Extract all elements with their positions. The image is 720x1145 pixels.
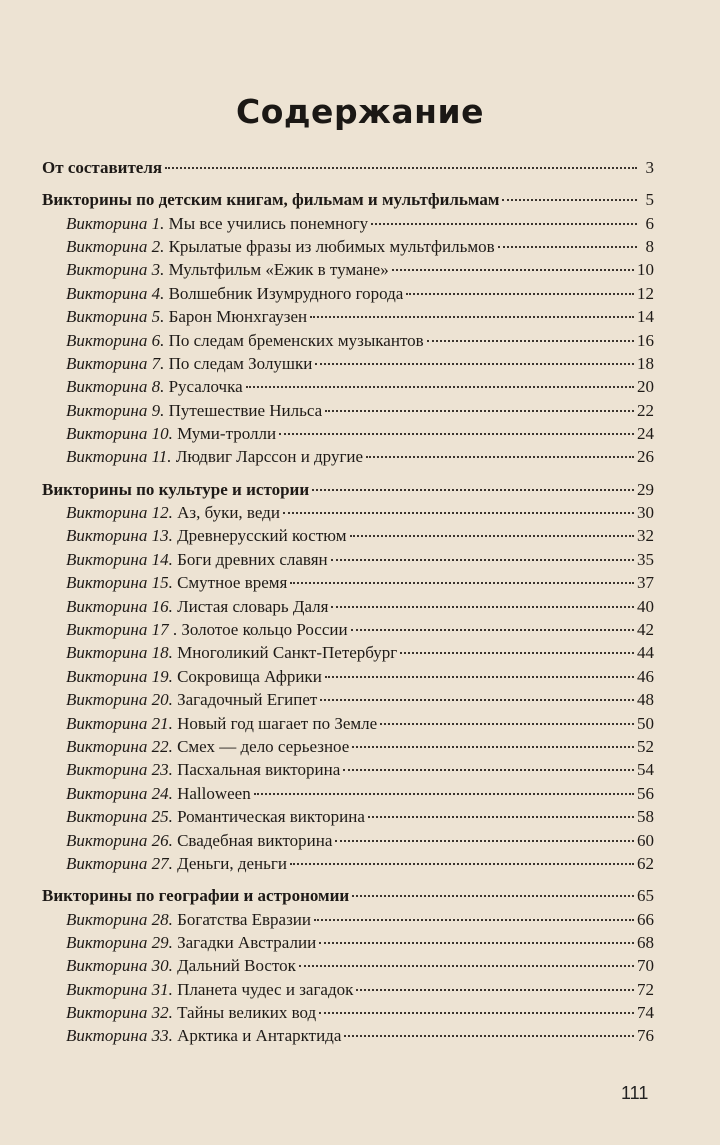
toc-page-number: 26 [637, 447, 654, 467]
toc-entry-label: Аз, буки, веди [177, 503, 280, 523]
dot-leader [392, 268, 634, 271]
toc-entry-title [42, 884, 349, 907]
toc-entry-row [42, 399, 654, 422]
toc-entry-label: Многоликий Санкт-Петербург [177, 643, 398, 663]
dot-leader [246, 385, 634, 388]
toc-entry-label: Викторины по географии и астрономии [42, 886, 350, 906]
toc-entry-number: Викторина 24. [66, 783, 173, 803]
toc-entry-label: Романтическая викторина [177, 807, 365, 827]
toc-entry-number: Викторина 21. [66, 713, 173, 733]
dot-leader [350, 534, 635, 537]
toc-entry-label: По следам бременских музыкантов [168, 330, 424, 350]
toc-entry-number: Викторина 18. [66, 643, 173, 663]
toc-entry-title [42, 188, 499, 211]
toc-entry-title [66, 782, 251, 805]
toc-page-number: 66 [637, 909, 654, 929]
toc-page-number: 24 [637, 424, 654, 444]
toc-entry-label: . Золотое кольцо России [172, 620, 348, 640]
toc-entry-label: Сокровища Африки [177, 666, 322, 686]
toc-entry-title [66, 212, 368, 235]
dot-leader [498, 245, 637, 248]
toc-entry-row [42, 688, 654, 711]
toc-page-number: 20 [637, 377, 654, 397]
toc-entry-number: Викторина 4. [66, 283, 165, 303]
toc-entry-label: Боги древних славян [177, 549, 328, 569]
dot-leader [335, 839, 634, 842]
toc-entry-title [66, 908, 311, 931]
toc-entry-title [66, 931, 316, 954]
toc-page-number: 76 [637, 1026, 654, 1046]
dot-leader [344, 1034, 634, 1037]
toc-entry-row [42, 445, 654, 468]
toc-page-number: 37 [637, 573, 654, 593]
toc-page-number: 29 [637, 479, 654, 499]
toc-entry-row [42, 758, 654, 781]
toc-entry-number: Викторина 12. [66, 503, 173, 523]
toc-entry-title [66, 758, 340, 781]
toc-entry-number: Викторина 32. [66, 1003, 173, 1023]
toc-entry-number: Викторина 6. [66, 330, 165, 350]
dot-leader [366, 455, 634, 458]
toc-entry-title [66, 805, 365, 828]
toc-entry-row [42, 305, 654, 328]
dot-leader [320, 698, 634, 701]
toc-entry-row [42, 829, 654, 852]
dot-leader [352, 894, 634, 897]
toc-entry-title [66, 329, 424, 352]
toc-entry-label: Смутное время [177, 573, 288, 593]
dot-leader [380, 722, 634, 725]
toc-section-row [42, 478, 654, 501]
toc-entry-label: Крылатые фразы из любимых мультфильмов [168, 236, 495, 256]
toc-entry-row [42, 524, 654, 547]
toc-entry-label: Загадочный Египет [177, 690, 318, 710]
toc-page-number: 3 [645, 158, 654, 177]
toc-entry-row [42, 931, 654, 954]
toc-entry-title [66, 399, 322, 422]
toc-entry-title [66, 978, 353, 1001]
toc-entry-row [42, 852, 654, 875]
toc-entry-title [66, 735, 349, 758]
toc-entry-row [42, 1001, 654, 1024]
toc-entry-title [66, 375, 243, 398]
toc-entry-label: Барон Мюнхгаузен [168, 307, 308, 327]
toc-page-number: 16 [637, 330, 654, 350]
toc-entry-row [42, 641, 654, 664]
toc-page-number: 5 [645, 190, 654, 210]
toc-entry-number: Викторина 15. [66, 573, 173, 593]
table-of-contents [42, 156, 654, 1048]
toc-entry-label: Тайны великих вод [177, 1003, 317, 1023]
toc-entry-label: Древнерусский костюм [177, 526, 347, 546]
dot-leader [314, 918, 634, 921]
toc-entry-number: Викторина 2. [66, 236, 165, 256]
toc-entry-label: Людвиг Ларссон и другие [175, 447, 364, 467]
toc-entry-title [66, 641, 397, 664]
page-number: 111 [621, 1083, 649, 1103]
toc-entry-label: Богатства Евразии [177, 909, 311, 929]
toc-entry-label: Планета чудес и загадок [177, 979, 354, 999]
toc-entry-label: Листая словарь Даля [177, 596, 329, 616]
toc-entry-number: Викторина 16. [66, 596, 173, 616]
toc-entry-number: Викторина 7. [66, 353, 165, 373]
toc-entry-row [42, 235, 654, 258]
toc-entry-row [42, 954, 654, 977]
toc-entry-title [66, 501, 280, 524]
toc-entry-label: Викторины по детским книгам, фильмам и мультфильмам [42, 190, 500, 210]
toc-entry-row [42, 548, 654, 571]
toc-entry-label: Дальний Восток [177, 956, 296, 976]
dot-leader [290, 581, 634, 584]
toc-page-number: 22 [637, 400, 654, 420]
toc-entry-title [66, 618, 348, 641]
toc-entry-title [66, 422, 276, 445]
toc-entry-title [66, 852, 287, 875]
toc-entry-label: Муми-тролли [177, 424, 277, 444]
dot-leader [343, 768, 634, 771]
toc-entry-title [66, 282, 403, 305]
toc-page-number: 56 [637, 783, 654, 803]
toc-page-number: 65 [637, 886, 654, 906]
toc-entry-title [66, 1001, 316, 1024]
toc-entry-title [66, 352, 312, 375]
toc-page-number: 54 [637, 760, 654, 780]
toc-entry-label: Мы все учились понемногу [168, 213, 369, 233]
toc-entry-title [66, 258, 389, 281]
toc-entry-row [42, 782, 654, 805]
toc-entry-title [66, 688, 317, 711]
toc-entry-label: Викторины по культуре и истории [42, 479, 310, 499]
toc-entry-row [42, 1024, 654, 1047]
dot-leader [352, 745, 634, 748]
dot-leader [325, 409, 634, 412]
toc-entry-title [66, 548, 328, 571]
toc-page-number: 6 [645, 213, 654, 233]
toc-section-row [42, 188, 654, 211]
dot-leader [502, 198, 637, 201]
toc-entry-row [42, 375, 654, 398]
toc-page-number: 44 [637, 643, 654, 663]
toc-page-number: 32 [637, 526, 654, 546]
toc-page-number: 35 [637, 549, 654, 569]
dot-leader [400, 651, 634, 654]
toc-entry-number: Викторина 29. [66, 932, 173, 952]
dot-leader [406, 292, 634, 295]
toc-page-number: 48 [637, 690, 654, 710]
toc-entry-number: Викторина 1. [66, 213, 165, 233]
dot-leader [310, 315, 634, 318]
toc-page-number: 60 [637, 830, 654, 850]
toc-entry-label: От составителя [42, 158, 163, 177]
toc-entry-label: Halloween [177, 783, 251, 803]
toc-entry-label: Деньги, деньги [177, 853, 287, 873]
toc-entry-number: Викторина 10. [66, 424, 173, 444]
toc-page-number: 72 [637, 979, 654, 999]
toc-entry-row [42, 665, 654, 688]
toc-entry-label: Арктика и Антарктида [177, 1026, 342, 1046]
toc-entry-row [42, 329, 654, 352]
toc-entry-number: Викторина 3. [66, 260, 165, 280]
dot-leader [283, 511, 634, 514]
toc-entry-number: Викторина 27. [66, 853, 173, 873]
toc-section-row [42, 884, 654, 907]
toc-entry-row [42, 571, 654, 594]
toc-page-number: 12 [637, 283, 654, 303]
toc-page-number: 46 [637, 666, 654, 686]
toc-entry-number: Викторина 33. [66, 1026, 173, 1046]
toc-page-number: 70 [637, 956, 654, 976]
toc-entry-number: Викторина 28. [66, 909, 173, 929]
dot-leader [254, 792, 634, 795]
dot-leader [165, 166, 637, 169]
toc-entry-row [42, 712, 654, 735]
toc-entry-number: Викторина 8. [66, 377, 165, 397]
toc-page-number: 68 [637, 932, 654, 952]
toc-entry-title [66, 595, 328, 618]
dot-leader [331, 558, 634, 561]
toc-entry-row [42, 735, 654, 758]
toc-entry-row [42, 352, 654, 375]
toc-entry-label: Волшебник Изумрудного города [168, 283, 404, 303]
toc-entry-number: Викторина 31. [66, 979, 173, 999]
toc-entry-number: Викторина 30. [66, 956, 173, 976]
toc-entry-label: Загадки Австралии [177, 932, 317, 952]
toc-entry-number: Викторина 11. [66, 447, 172, 467]
toc-entry-row [42, 258, 654, 281]
toc-entry-row [42, 978, 654, 1001]
toc-entry-number: Викторина 25. [66, 807, 173, 827]
toc-entry-number: Викторина 26. [66, 830, 173, 850]
toc-entry-row [42, 501, 654, 524]
toc-entry-label: Новый год шагает по Земле [177, 713, 378, 733]
toc-page-number: 30 [637, 503, 654, 523]
toc-page-number: 50 [637, 713, 654, 733]
toc-entry-number: Викторина 5. [66, 307, 165, 327]
toc-entry-title [66, 445, 363, 468]
toc-entry-label: Смех — дело серьезное [177, 736, 350, 756]
toc-entry-row [42, 908, 654, 931]
toc-page-number: 14 [637, 307, 654, 327]
dot-leader [325, 675, 634, 678]
toc-entry-title [42, 156, 162, 179]
dot-leader [356, 988, 634, 991]
toc-entry-number: Викторина 22. [66, 736, 173, 756]
toc-entry-number: Викторина 23. [66, 760, 173, 780]
toc-entry-row [42, 595, 654, 618]
dot-leader [290, 862, 634, 865]
toc-entry-title [66, 235, 495, 258]
dot-leader [368, 815, 634, 818]
toc-entry-number: Викторина 14. [66, 549, 173, 569]
toc-entry-title [66, 712, 377, 735]
toc-page-number: 62 [637, 853, 654, 873]
toc-entry-number: Викторина 20. [66, 690, 173, 710]
toc-page-number: 10 [637, 260, 654, 280]
page-title: Содержание [236, 92, 484, 131]
dot-leader [312, 488, 634, 491]
toc-entry-title [66, 524, 347, 547]
toc-entry-title [66, 829, 332, 852]
toc-entry-number: Викторина 9. [66, 400, 165, 420]
toc-entry-label: По следам Золушки [168, 353, 313, 373]
toc-entry-title [66, 954, 296, 977]
toc-entry-label: Мультфильм «Ежик в тумане» [168, 260, 389, 280]
toc-entry-label: Русалочка [168, 377, 243, 397]
dot-leader [331, 605, 634, 608]
dot-leader [319, 1011, 634, 1014]
toc-entry-label: Свадебная викторина [177, 830, 333, 850]
toc-entry-title [66, 571, 287, 594]
toc-entry-title [42, 478, 309, 501]
dot-leader [299, 964, 634, 967]
dot-leader [427, 339, 634, 342]
toc-page-number: 52 [637, 736, 654, 756]
toc-entry-title [66, 1024, 341, 1047]
toc-page-number: 74 [637, 1003, 654, 1023]
toc-entry-label: Пасхальная викторина [177, 760, 341, 780]
dot-leader [279, 432, 634, 435]
toc-page-number: 40 [637, 596, 654, 616]
dot-leader [371, 222, 637, 225]
dot-leader [315, 362, 634, 365]
toc-entry-number: Викторина 13. [66, 526, 173, 546]
toc-entry-number: Викторина 19. [66, 666, 173, 686]
toc-entry-title [66, 665, 322, 688]
toc-entry-row [42, 805, 654, 828]
toc-entry-row [42, 422, 654, 445]
toc-entry-row [42, 282, 654, 305]
dot-leader [351, 628, 634, 631]
toc-section-row [42, 156, 654, 179]
toc-page-number: 42 [637, 620, 654, 640]
toc-page-number: 58 [637, 807, 654, 827]
toc-entry-row [42, 212, 654, 235]
dot-leader [319, 941, 634, 944]
toc-entry-title [66, 305, 307, 328]
toc-page-number: 8 [645, 236, 654, 256]
toc-entry-number: Викторина 17 [66, 620, 169, 640]
toc-entry-row [42, 618, 654, 641]
toc-page-number: 18 [637, 353, 654, 373]
toc-entry-label: Путешествие Нильса [168, 400, 323, 420]
